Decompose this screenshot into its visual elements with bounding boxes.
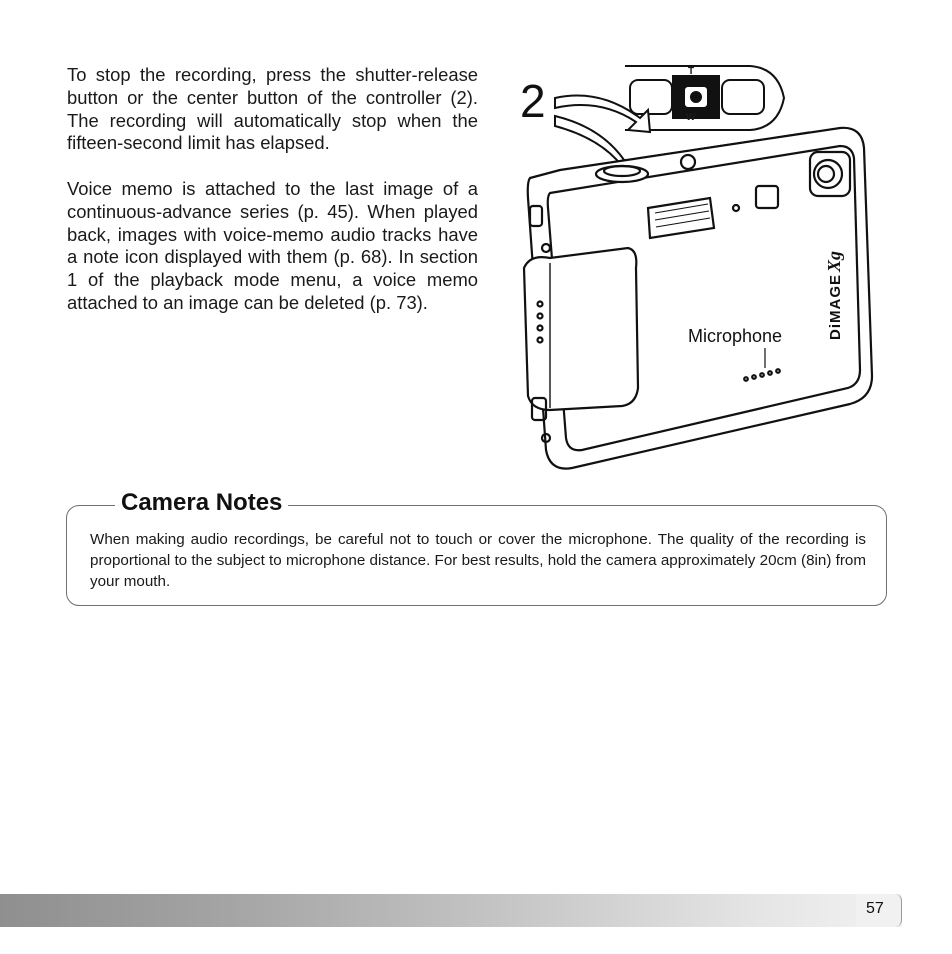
paragraph-voice-memo: Voice memo is attached to the last image of a continuous-advance series (p. 45). When played back, images with voice-memo audio tracks have a note icon displayed with them (p. 68). In section 1 of the playback mode menu, a voice memo attached to an image can be deleted (p. 73). <box>67 177 478 313</box>
footer-gradient-bar <box>0 894 902 927</box>
microphone-label: Microphone <box>688 326 783 346</box>
paragraph-stop-recording: To stop the recording, press the shutter-release button or the center button of the controller (2). The recording will automatically stop when the fifteen-second limit has elapsed. <box>67 64 478 154</box>
camera-body <box>524 128 872 469</box>
dimage-logo <box>824 251 844 340</box>
zoom-tele-label: T <box>688 66 695 77</box>
camera-illustration <box>510 58 890 478</box>
camera-notes-title: Camera Notes <box>115 488 288 518</box>
camera-notes-text: When making audio recordings, be careful not to touch or cover the microphone. The quality of the recording is proportional to the subject to microphone distance. For best results, hold the camera approximately 20cm (8in) from your mouth. <box>90 531 866 590</box>
page-number: 57 <box>866 900 884 917</box>
svg-text:DiMAGE: DiMAGE <box>827 274 844 340</box>
camera-drawing <box>510 58 890 478</box>
body-text <box>67 64 478 315</box>
step-number: 2 <box>520 75 546 127</box>
zoom-wide-label: W <box>686 112 696 123</box>
svg-text:Xg: Xg <box>824 250 844 272</box>
